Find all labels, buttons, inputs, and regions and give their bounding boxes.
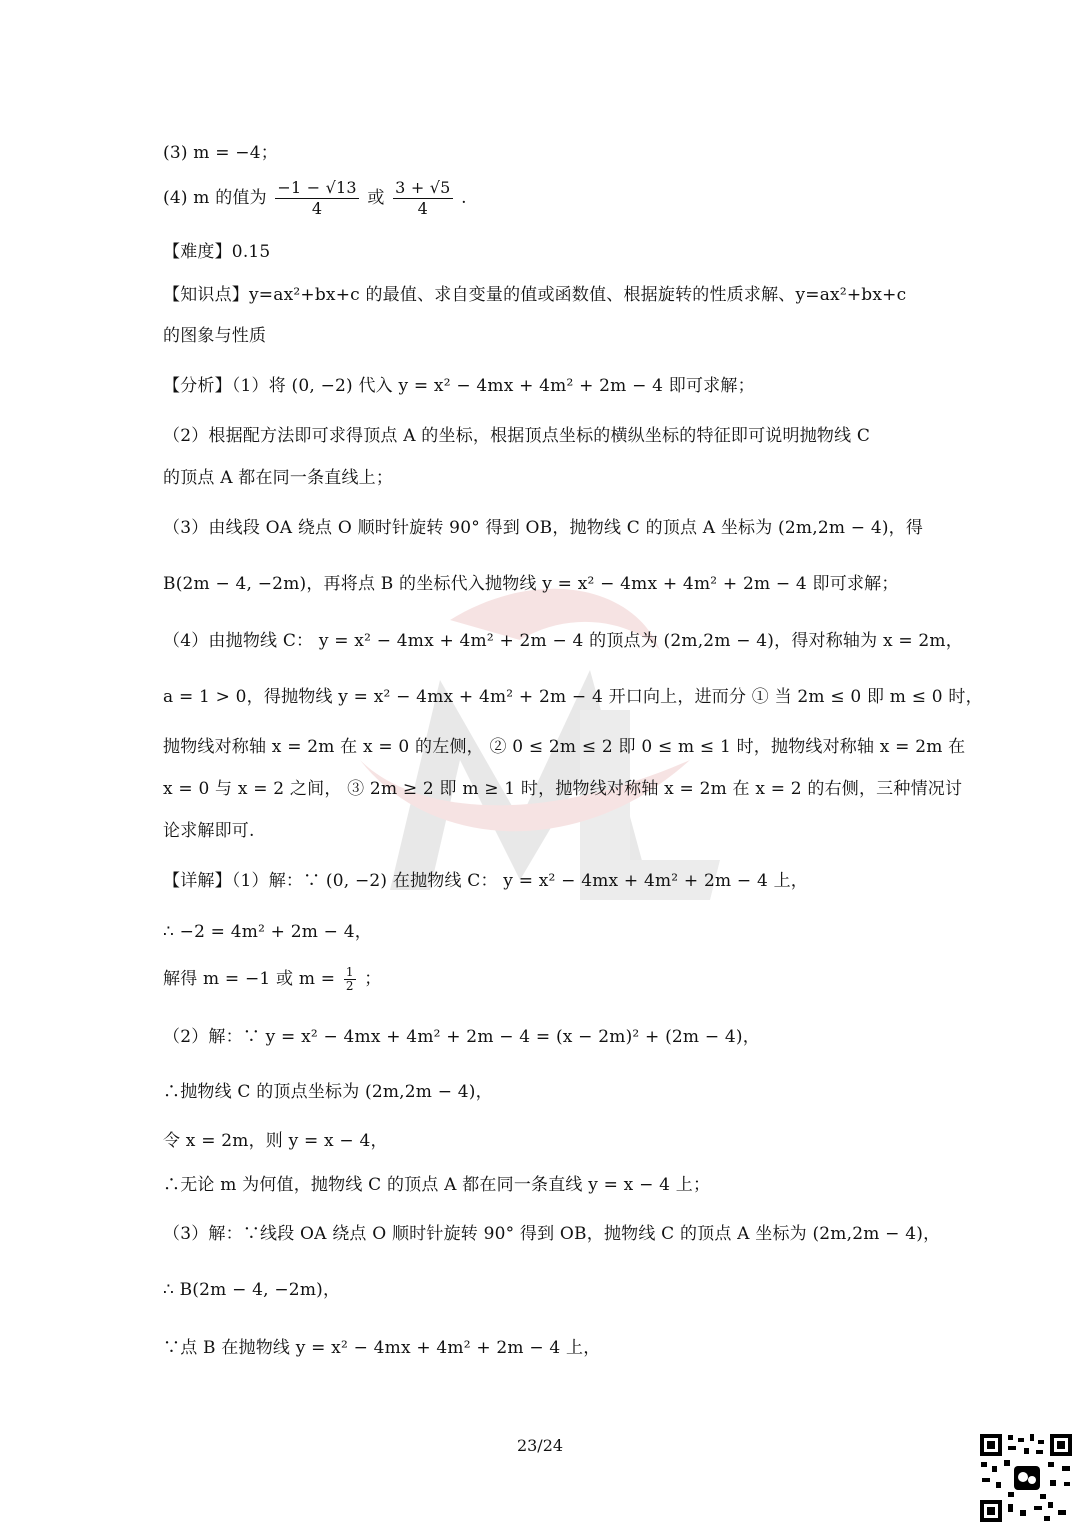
solve-prefix: 解得 m = −1 或 m = [163,969,336,989]
answer-4-prefix: (4) m 的值为 [163,188,267,208]
fraction-half-numerator: 1 [345,965,354,979]
analysis-line-2: （2）根据配方法即可求得顶点 A 的坐标，根据顶点坐标的横纵坐标的特征即可说明抛物线 C [163,426,871,446]
analysis-line-7: a = 1 > 0，得抛物线 y = x² − 4mx + 4m² + 2m − 4 开口向上，进而分 ① 当 2m ≤ 0 即 m ≤ 0 时， [163,687,983,707]
detail-line-5: ∴抛物线 C 的顶点坐标为 (2m,2m − 4)， [163,1082,493,1102]
fraction-2-numerator: 3 + √5 [395,178,451,197]
detail-line-4: （2）解：∵ y = x² − 4mx + 4m² + 2m − 4 = (x − 2m)² + (2m − 4)， [163,1027,760,1047]
difficulty-line: 【难度】0.15 [163,242,271,262]
analysis-line-4: （3）由线段 OA 绕点 O 顺时针旋转 90° 得到 OB，抛物线 C 的顶点 A 坐标为 (2m,2m − 4)，得 [163,518,924,538]
fraction-1 [275,178,358,219]
detail-line-7: ∴无论 m 为何值，抛物线 C 的顶点 A 都在同一条直线 y = x − 4 上； [163,1175,711,1195]
knowledge-line-2: 的图象与性质 [163,326,267,346]
answer-line-4 [163,178,923,219]
answer-4-or: 或 [367,188,385,208]
detail-line-6: 令 x = 2m，则 y = x − 4， [163,1131,388,1151]
detail-line-10: ∵点 B 在抛物线 y = x² − 4mx + 4m² + 2m − 4 上， [163,1338,601,1358]
analysis-line-9: x = 0 与 x = 2 之间， ③ 2m ≥ 2 即 m ≥ 1 时，抛物线对称轴 x = 2m 在 x = 2 的右侧，三种情况讨 [163,779,963,799]
qr-code-icon [978,1432,1074,1524]
analysis-line-5: B(2m − 4, −2m)，再将点 B 的坐标代入抛物线 y = x² − 4mx + 4m² + 2m − 4 即可求解； [163,574,899,594]
fraction-2-denominator: 4 [417,199,429,218]
detail-line-9: ∴ B(2m − 4, −2m)， [163,1280,341,1300]
analysis-line-3: 的顶点 A 都在同一条直线上； [163,468,394,488]
answer-line-3: (3) m = −4； [163,143,278,163]
analysis-line-1: 【分析】（1）将 (0, −2) 代入 y = x² − 4mx + 4m² + 2m − 4 即可求解； [163,376,755,396]
analysis-line-10: 论求解即可. [163,821,255,841]
page-number: 23/24 [516,1436,564,1455]
detail-line-8: （3）解：∵线段 OA 绕点 O 顺时针旋转 90° 得到 OB，抛物线 C 的顶点 A 坐标为 (2m,2m − 4)， [163,1224,941,1244]
detail-line-3 [163,966,923,993]
answer-4-suffix: . [461,188,467,208]
analysis-line-8: 抛物线对称轴 x = 2m 在 x = 0 的左侧， ② 0 ≤ 2m ≤ 2 即 0 ≤ m ≤ 1 时，抛物线对称轴 x = 2m 在 [163,737,966,757]
fraction-half [344,966,356,993]
fraction-2 [393,178,452,219]
knowledge-line-1: 【知识点】y=ax²+bx+c 的最值、求自变量的值或函数值、根据旋转的性质求解、y=ax²+bx+c [163,285,907,305]
detail-line-2: ∴ −2 = 4m² + 2m − 4， [163,922,372,942]
fraction-1-denominator: 4 [311,199,323,218]
solve-suffix: ； [364,969,382,989]
fraction-1-numerator: −1 − √13 [277,178,357,197]
fraction-half-denominator: 2 [345,979,354,993]
analysis-line-6: （4）由抛物线 C： y = x² − 4mx + 4m² + 2m − 4 的顶点为 (2m,2m − 4)，得对称轴为 x = 2m， [163,631,963,651]
detail-line-1: 【详解】（1）解：∵ (0, −2) 在抛物线 C： y = x² − 4mx + 4m² + 2m − 4 上， [163,871,808,891]
